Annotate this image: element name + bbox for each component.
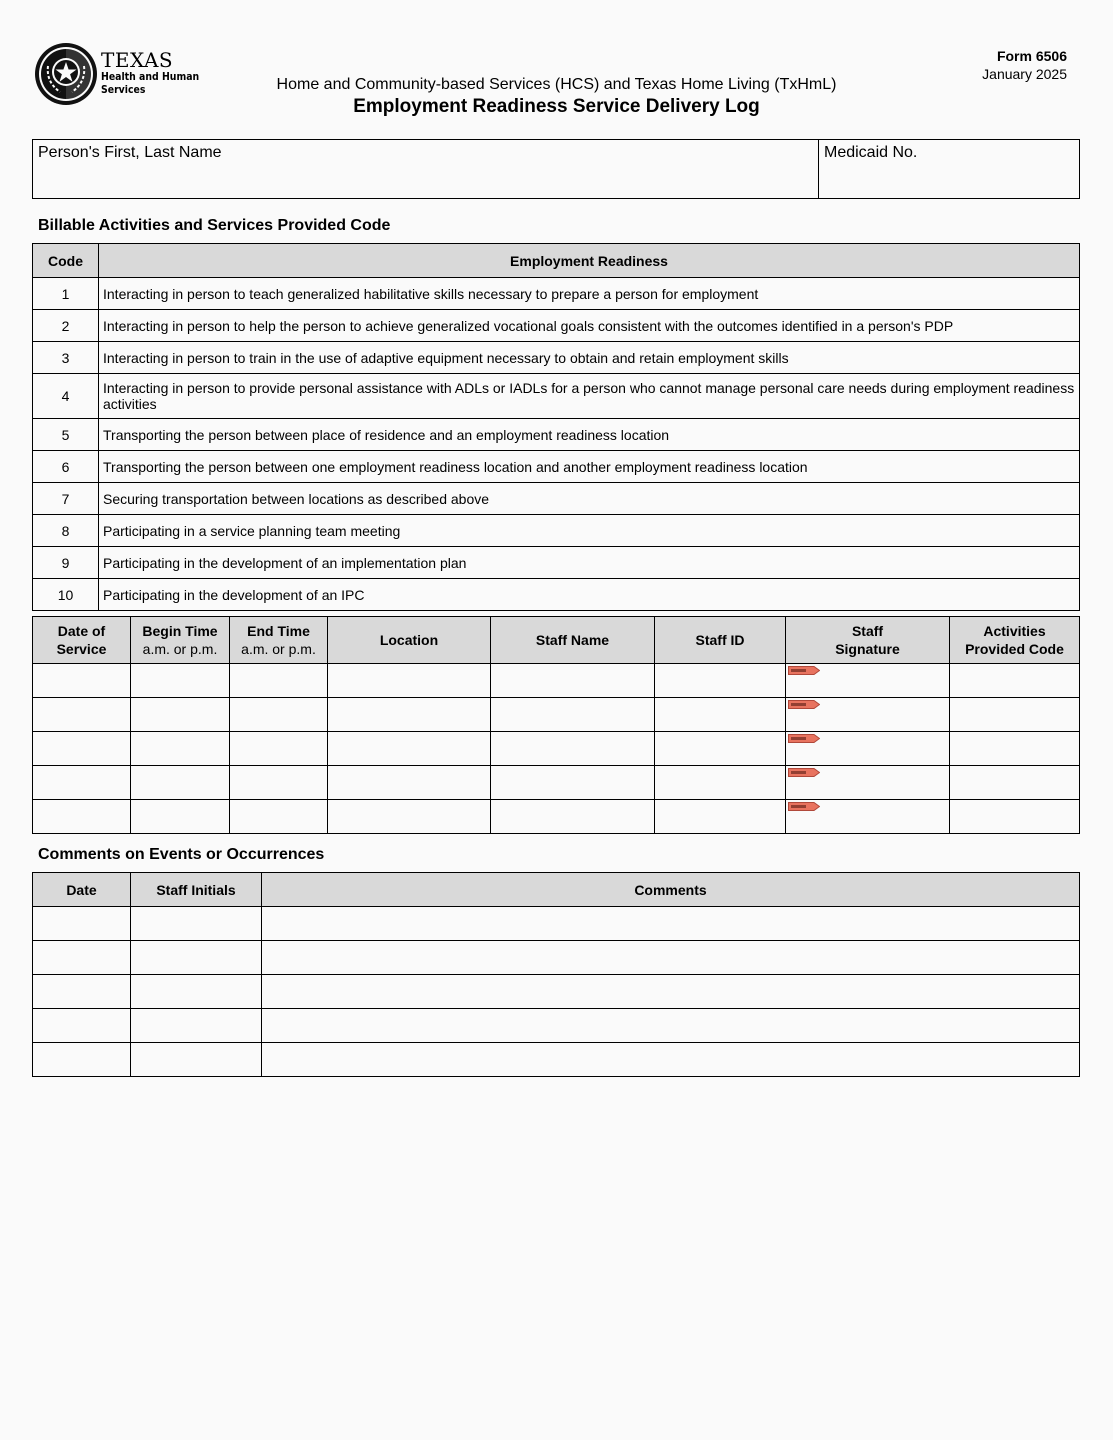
comment-text-field[interactable]: [262, 975, 1080, 1009]
comments-table: [32, 872, 1080, 1077]
activities-code-field[interactable]: [950, 732, 1080, 766]
location-field[interactable]: [328, 698, 491, 732]
comment-text-field[interactable]: [262, 907, 1080, 941]
sign-here-icon[interactable]: [788, 700, 820, 709]
employment-readiness-header: Employment Readiness: [99, 244, 1080, 278]
table-row: [33, 766, 1080, 800]
table-row: [33, 419, 1080, 451]
description-cell: Interacting in person to help the person to achieve generalized vocational goals consistent with the outcomes identified in a person's PDP: [99, 310, 1080, 342]
end-time-field[interactable]: [230, 766, 328, 800]
person-name-label: Person's First, Last Name: [38, 144, 222, 161]
code-cell: 3: [33, 342, 99, 374]
table-row: [33, 451, 1080, 483]
staff-initials-header: Staff Initials: [131, 873, 262, 907]
staff-name-field[interactable]: [491, 664, 655, 698]
table-row: [33, 732, 1080, 766]
table-row: [33, 310, 1080, 342]
end-time-field[interactable]: [230, 800, 328, 834]
begin-time-field[interactable]: [131, 664, 230, 698]
table-row: [33, 342, 1080, 374]
end-time-header: End Time a.m. or p.m.: [230, 617, 328, 664]
begin-time-field[interactable]: [131, 766, 230, 800]
staff-signature-field[interactable]: [786, 766, 950, 800]
end-time-field[interactable]: [230, 698, 328, 732]
logo-texas: TEXAS: [101, 48, 174, 72]
staff-id-field[interactable]: [655, 664, 786, 698]
sign-here-icon[interactable]: [788, 734, 820, 743]
location-field[interactable]: [328, 664, 491, 698]
location-field[interactable]: [328, 800, 491, 834]
form-date: January 2025: [982, 66, 1067, 82]
activities-code-field[interactable]: [950, 698, 1080, 732]
comment-date-header: Date: [33, 873, 131, 907]
staff-id-header: Staff ID: [655, 617, 786, 664]
sign-here-icon[interactable]: [788, 666, 820, 675]
comments-section-title: Comments on Events or Occurrences: [38, 846, 325, 863]
date-of-service-field[interactable]: [33, 766, 131, 800]
code-cell: 5: [33, 419, 99, 451]
form-number: Form 6506: [996, 48, 1067, 64]
staff-id-field[interactable]: [655, 732, 786, 766]
activities-code-field[interactable]: [950, 664, 1080, 698]
description-cell: Transporting the person between place of residence and an employment readiness location: [99, 419, 1080, 451]
table-row: [33, 907, 1080, 941]
staff-signature-field[interactable]: [786, 732, 950, 766]
table-row: [33, 547, 1080, 579]
description-cell: Securing transportation between locations as described above: [99, 483, 1080, 515]
description-cell: Participating in the development of an implementation plan: [99, 547, 1080, 579]
code-header: Code: [33, 244, 99, 278]
staff-signature-field[interactable]: [786, 664, 950, 698]
staff-signature-field[interactable]: [786, 800, 950, 834]
staff-name-field[interactable]: [491, 800, 655, 834]
medicaid-number-field[interactable]: [819, 140, 1080, 199]
sign-here-icon[interactable]: [788, 802, 820, 811]
location-field[interactable]: [328, 766, 491, 800]
staff-initials-field[interactable]: [131, 1009, 262, 1043]
description-cell: Transporting the person between one employment readiness location and another employment readiness location: [99, 451, 1080, 483]
activities-code-field[interactable]: [950, 766, 1080, 800]
date-of-service-header: Date of Service: [33, 617, 131, 664]
table-row: [33, 515, 1080, 547]
comment-date-field[interactable]: [33, 907, 131, 941]
table-row: [33, 1043, 1080, 1077]
code-cell: 6: [33, 451, 99, 483]
staff-id-field[interactable]: [655, 766, 786, 800]
staff-initials-field[interactable]: [131, 907, 262, 941]
begin-time-field[interactable]: [131, 800, 230, 834]
person-info-table: [32, 139, 1080, 199]
date-of-service-field[interactable]: [33, 800, 131, 834]
comment-date-field[interactable]: [33, 941, 131, 975]
activities-code-header: Activities Provided Code: [950, 617, 1080, 664]
table-row: [33, 278, 1080, 310]
billable-section-title: Billable Activities and Services Provided Code: [38, 217, 391, 234]
description-cell: Participating in a service planning team meeting: [99, 515, 1080, 547]
activities-code-field[interactable]: [950, 800, 1080, 834]
location-header: Location: [328, 617, 491, 664]
end-time-field[interactable]: [230, 732, 328, 766]
code-cell: 7: [33, 483, 99, 515]
subtitle-text: Home and Community-based Services (HCS) and Texas Home Living (TxHmL): [276, 76, 837, 93]
table-row: [33, 1009, 1080, 1043]
end-time-field[interactable]: [230, 664, 328, 698]
staff-name-field[interactable]: [491, 698, 655, 732]
logo-line3: Services: [101, 83, 146, 96]
staff-initials-field[interactable]: [131, 941, 262, 975]
table-row: [33, 374, 1080, 419]
table-row: [33, 483, 1080, 515]
staff-signature-field[interactable]: [786, 698, 950, 732]
staff-name-field[interactable]: [491, 732, 655, 766]
person-name-field[interactable]: [33, 140, 819, 199]
staff-signature-header: Staff Signature: [786, 617, 950, 664]
staff-initials-field[interactable]: [131, 975, 262, 1009]
description-cell: Participating in the development of an IPC: [99, 579, 1080, 611]
staff-name-header: Staff Name: [491, 617, 655, 664]
location-field[interactable]: [328, 732, 491, 766]
description-cell: Interacting in person to teach generalized habilitative skills necessary to prepare a person for employment: [99, 278, 1080, 310]
medicaid-label: Medicaid No.: [824, 144, 918, 161]
table-row: [33, 698, 1080, 732]
code-cell: 1: [33, 278, 99, 310]
table-row: [33, 800, 1080, 834]
begin-time-header: Begin Time a.m. or p.m.: [131, 617, 230, 664]
begin-time-field[interactable]: [131, 698, 230, 732]
table-row: [33, 664, 1080, 698]
begin-time-field[interactable]: [131, 732, 230, 766]
staff-id-field[interactable]: [655, 698, 786, 732]
staff-initials-field[interactable]: [131, 1043, 262, 1077]
page-title: Employment Readiness Service Delivery Log: [353, 96, 760, 117]
comment-date-field[interactable]: [33, 1009, 131, 1043]
staff-name-field[interactable]: [491, 766, 655, 800]
sign-here-icon[interactable]: [788, 768, 820, 777]
code-cell: 4: [33, 374, 99, 419]
date-of-service-field[interactable]: [33, 664, 131, 698]
table-row: [33, 579, 1080, 611]
comment-text-field[interactable]: [262, 1009, 1080, 1043]
service-log-table: [32, 616, 1080, 834]
billable-codes-table: [32, 243, 1080, 611]
code-cell: 2: [33, 310, 99, 342]
table-row: [33, 941, 1080, 975]
date-of-service-field[interactable]: [33, 698, 131, 732]
code-cell: 9: [33, 547, 99, 579]
page-subtitle: [0, 76, 1113, 94]
comments-header: Comments: [262, 873, 1080, 907]
comment-date-field[interactable]: [33, 1043, 131, 1077]
logo-line2: Health and Human: [101, 70, 200, 83]
description-cell: Interacting in person to provide personal assistance with ADLs or IADLs for a person who cannot manage personal care needs during employment readiness activities: [99, 374, 1080, 419]
comment-date-field[interactable]: [33, 975, 131, 1009]
date-of-service-field[interactable]: [33, 732, 131, 766]
table-row: [33, 975, 1080, 1009]
comment-text-field[interactable]: [262, 941, 1080, 975]
comment-text-field[interactable]: [262, 1043, 1080, 1077]
code-cell: 8: [33, 515, 99, 547]
description-cell: Interacting in person to train in the use of adaptive equipment necessary to obtain and retain employment skills: [99, 342, 1080, 374]
staff-id-field[interactable]: [655, 800, 786, 834]
code-cell: 10: [33, 579, 99, 611]
